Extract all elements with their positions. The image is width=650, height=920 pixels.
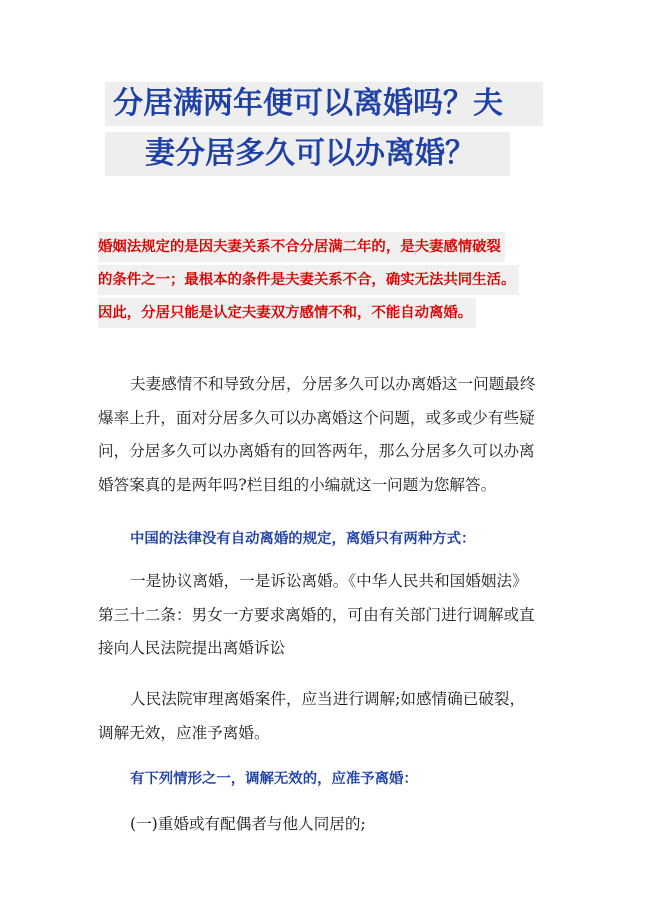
summary-paragraph bbox=[98, 232, 558, 331]
section-heading: 中国的法律没有自动离婚的规定，离婚只有两种方式： bbox=[130, 531, 476, 547]
list-item-text: (一)重婚或有配偶者与他人同居的; bbox=[130, 815, 366, 833]
intro-paragraph bbox=[98, 368, 568, 502]
paragraph-line: 第三十二条：男女一方要求离婚的，可由有关部门进行调解或直 bbox=[98, 605, 535, 624]
paragraph-line: 人民法院审理离婚案件，应当进行调解;如感情确已破裂， bbox=[130, 690, 526, 708]
summary-line: 的条件之一；最根本的条件是夫妻关系不合，确实无法共同生活。 bbox=[98, 265, 519, 295]
paragraph-line: 夫妻感情不和导致分居，分居多久可以办离婚这一问题最终 bbox=[130, 375, 536, 393]
court-paragraph bbox=[98, 683, 568, 750]
paragraph-line: 问，分居多久可以办离婚有的回答两年，那么分居多久可以办离 bbox=[98, 442, 535, 460]
paragraph-line: 接向人民法院提出离婚诉讼 bbox=[98, 639, 286, 657]
title-line-2: 妻分居多久可以办离婚？ bbox=[105, 132, 510, 176]
paragraph-line: 爆率上升，面对分居多久可以办离婚这个问题，或多或少有些疑 bbox=[98, 408, 535, 427]
summary-line: 婚姻法规定的是因夫妻关系不合分居满二年的，是夫妻感情破裂 bbox=[98, 232, 505, 262]
list-item bbox=[98, 808, 568, 842]
paragraph-line: 调解无效，应准予离婚。 bbox=[98, 723, 270, 742]
section-heading: 有下列情形之一，调解无效的，应准予离婚： bbox=[130, 771, 418, 787]
summary-line: 因此，分居只能是认定夫妻双方感情不和，不能自动离婚。 bbox=[98, 298, 476, 328]
article-title bbox=[105, 82, 545, 182]
law-paragraph bbox=[98, 565, 568, 666]
paragraph-line: 一是协议离婚，一是诉讼离婚。《中华人民共和国婚姻法》 bbox=[130, 572, 528, 590]
paragraph-line: 婚答案真的是两年吗?栏目组的小编就这一问题为您解答。 bbox=[98, 475, 497, 494]
title-line-1: 分居满两年便可以离婚吗？夫 bbox=[105, 82, 543, 126]
